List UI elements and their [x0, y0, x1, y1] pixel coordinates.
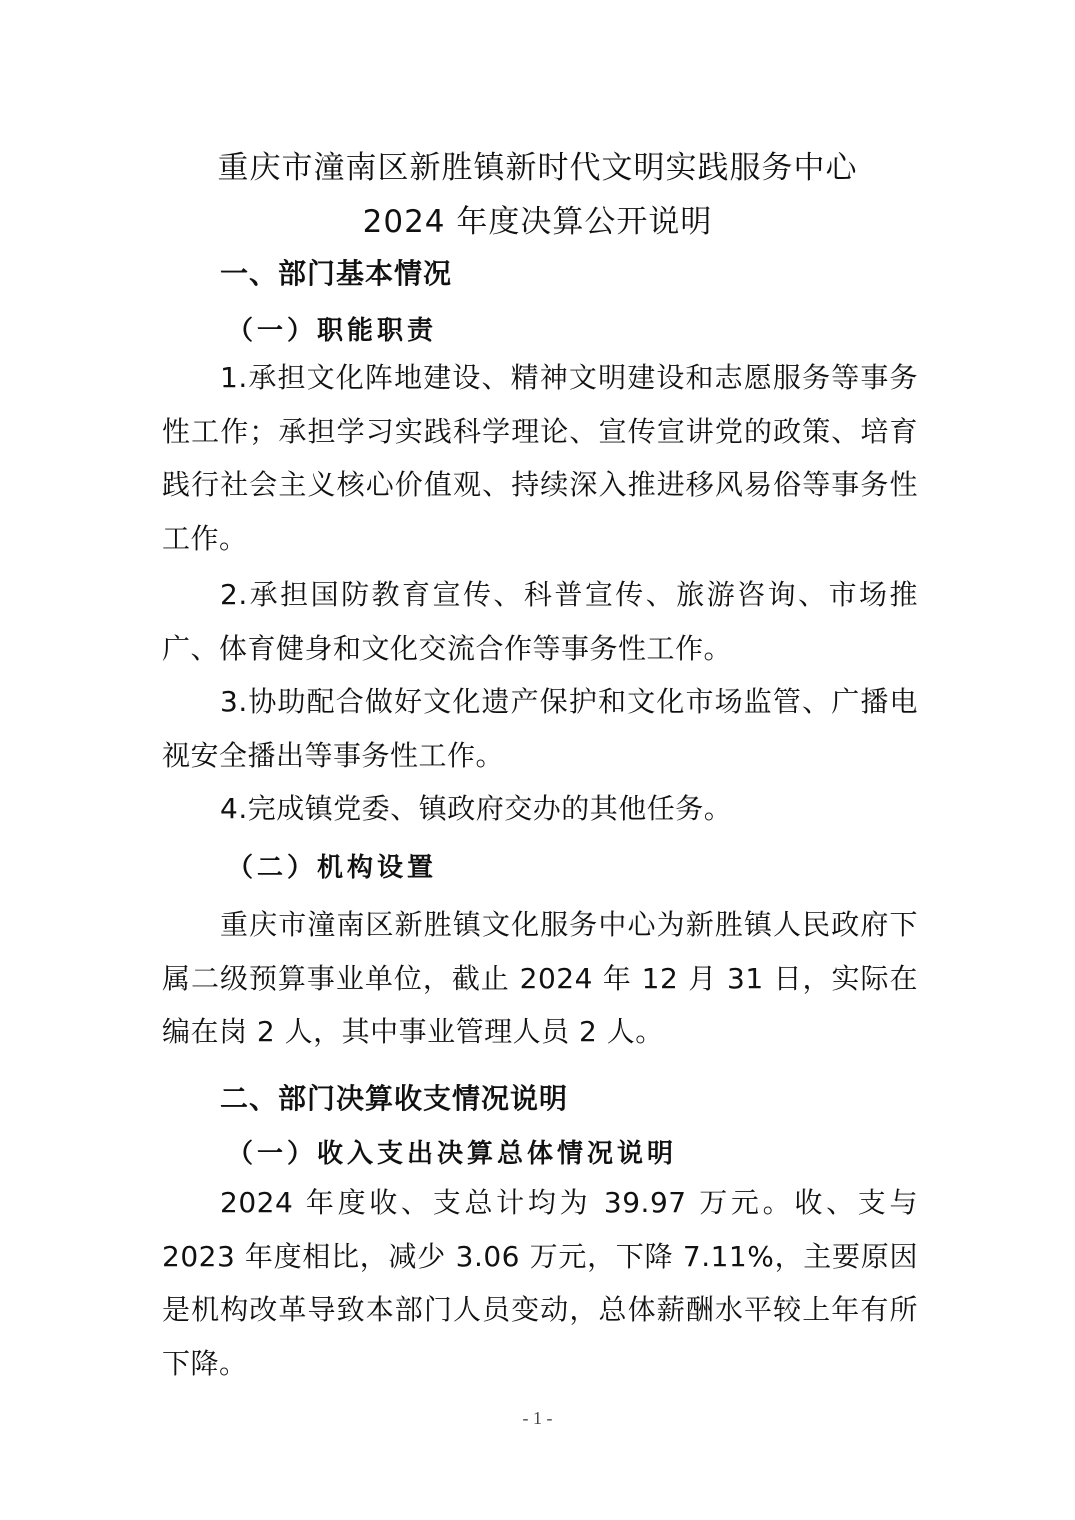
duty-item-3: 3.协助配合做好文化遗产保护和文化市场监管、广播电视安全播出等事务性工作。	[162, 685, 918, 772]
section1-sub2-heading: （二）机构设置	[227, 853, 438, 883]
duty-item-2: 2.承担国防教育宣传、科普宣传、旅游咨询、市场推广、体育健身和文化交流合作等事务性工作。	[162, 578, 918, 665]
duty-item-4: 4.完成镇党委、镇政府交办的其他任务。	[220, 792, 733, 825]
duty-item-1: 1.承担文化阵地建设、精神文明建设和志愿服务等事务性工作；承担学习实践科学理论、宣传宣讲党的政策、培育践行社会主义核心价值观、持续深入推进移风易俗等事务性工作。	[162, 361, 918, 555]
section2-sub1-heading: （一）收入支出决算总体情况说明	[227, 1139, 678, 1169]
document-title-line1: 重庆市潼南区新胜镇新时代文明实践服务中心	[217, 150, 858, 186]
section2-heading: 二、部门决算收支情况说明	[220, 1082, 569, 1115]
org-setup-text: 重庆市潼南区新胜镇文化服务中心为新胜镇人民政府下属二级预算事业单位，截止 2024 年 12 月 31 日，实际在编在岗 2 人，其中事业管理人员 2 人。	[162, 908, 918, 1048]
section1-heading: 一、部门基本情况	[220, 257, 453, 290]
page-number: - 1 -	[522, 1408, 553, 1428]
document-title-line2: 2024 年度决算公开说明	[362, 204, 713, 240]
section1-sub1-heading: （一）职能职责	[227, 316, 438, 346]
income-expense-text: 2024 年度收、支总计均为 39.97 万元。收、支与 2023 年度相比，减少 3.06 万元，下降 7.11%，主要原因是机构改革导致本部门人员变动，总体薪酬水平较上年有所下降。	[162, 1186, 918, 1380]
